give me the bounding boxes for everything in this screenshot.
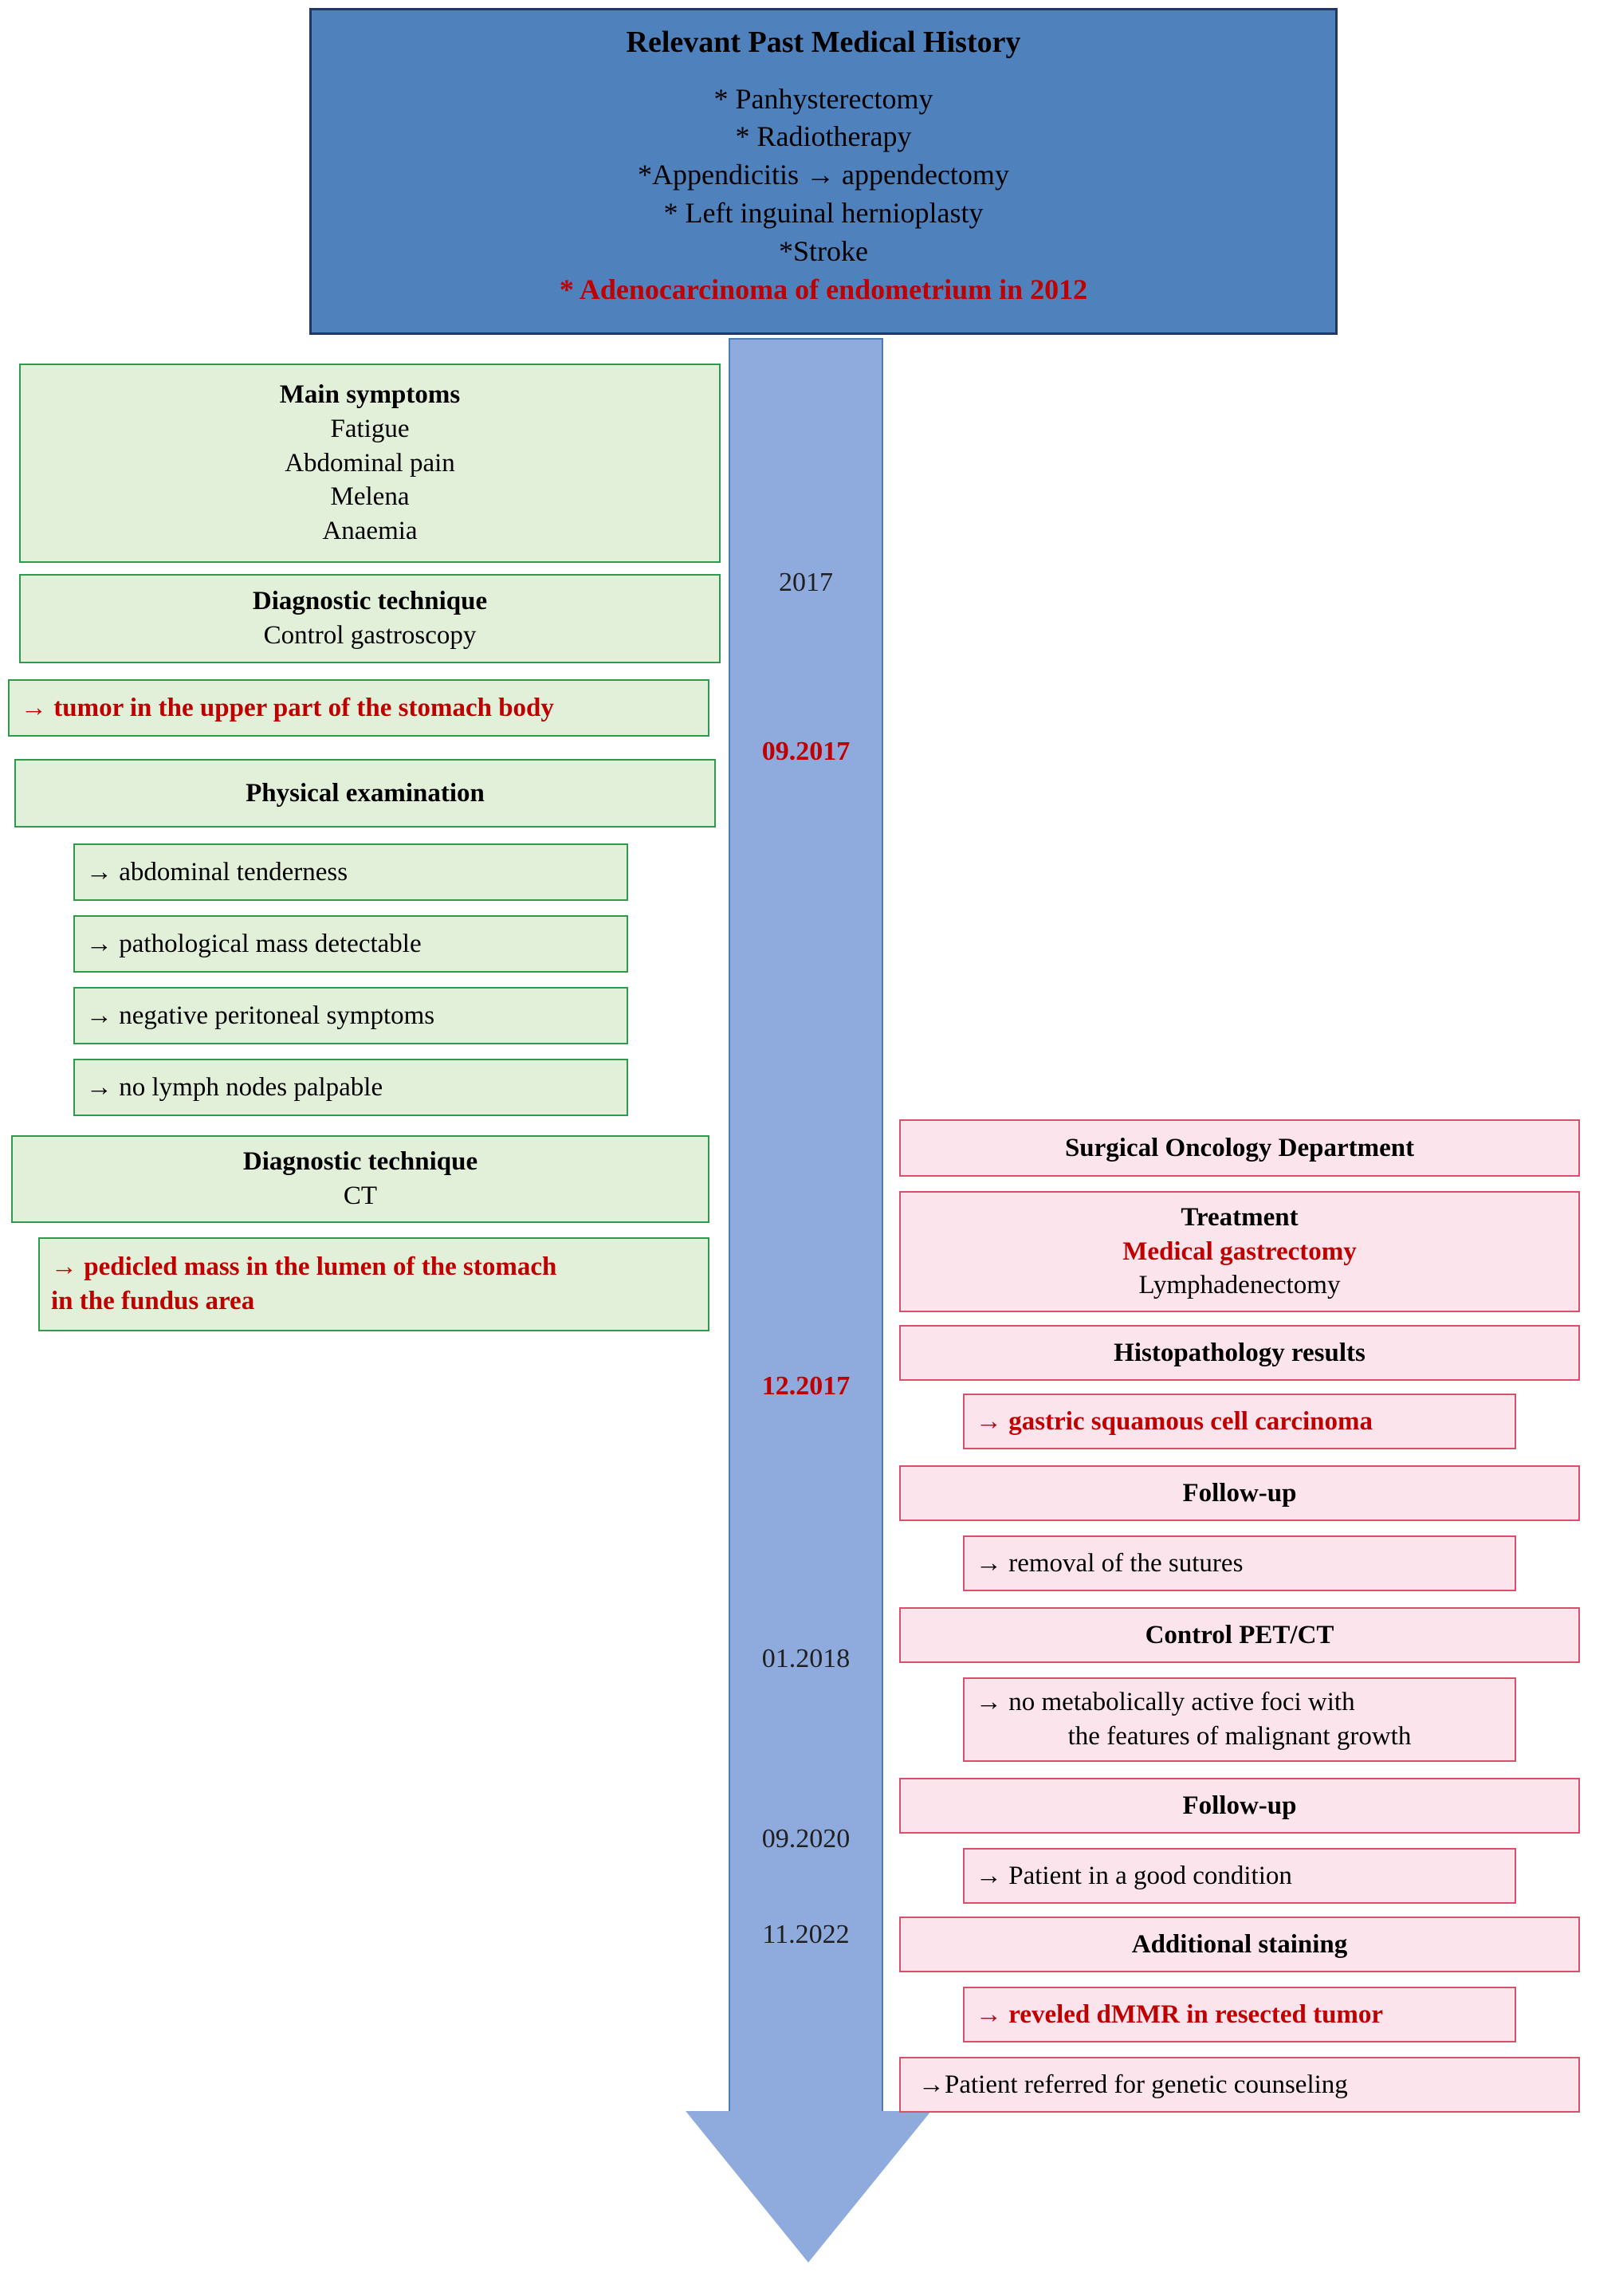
finding-negative-peritoneal-symptoms-box [73,987,628,1044]
finding-pedicled-mass-box [38,1237,709,1331]
box-heading: Additional staining [1131,1929,1348,1959]
additional-staining-box [899,1917,1580,1972]
box-line: CT [343,1181,378,1210]
box-line: → abdominal tenderness [86,857,348,887]
finding-pathological-mass-box [73,915,628,973]
page-title: Relevant Past Medical History [626,26,1021,59]
box-line: → gastric squamous cell carcinoma [976,1406,1373,1436]
timeline-date-09-2020: 09.2020 [761,1824,851,1854]
box-heading: Physical examination [246,778,485,808]
finding-no-lymph-nodes-box [73,1059,628,1116]
finding-gastric-squamous-cell-carcinoma-box [963,1394,1516,1449]
box-line: → removal of the sutures [976,1548,1244,1578]
history-item: * Radiotherapy [735,120,912,153]
finding-genetic-counseling-box [899,2057,1580,2113]
diagnostic-technique-ct-box [11,1135,709,1223]
past-medical-history-box [309,8,1338,335]
box-heading: Diagnostic technique [252,587,488,616]
timeline-date-12-2017: 12.2017 [761,1371,851,1401]
finding-no-active-foci-box [963,1677,1516,1762]
box-line: → tumor in the upper part of the stomach body [21,693,554,722]
box-heading: Diagnostic technique [242,1147,478,1177]
follow-up-condition-box [899,1778,1580,1834]
finding-removal-of-sutures-box [963,1535,1516,1591]
box-line: Medical gastrectomy [1122,1236,1357,1266]
physical-examination-box [14,759,716,828]
box-line: Anaemia [322,517,418,546]
box-heading: Main symptoms [279,379,461,409]
box-line: → reveled dMMR in resected tumor [976,1999,1384,2029]
box-line: → Patient in a good condition [976,1861,1292,1890]
box-heading: Follow-up [1182,1791,1297,1820]
box-line: Fatigue [330,414,410,443]
treatment-box [899,1191,1580,1312]
histopathology-results-box [899,1325,1580,1381]
history-item-highlight: * Adenocarcinoma of endometrium in 2012 [559,273,1088,305]
box-line: → pedicled mass in the lumen of the stomach [51,1252,557,1282]
finding-dmmr-box [963,1987,1516,2042]
history-item: * Left inguinal hernioplasty [663,197,984,230]
history-item: *Appendicitis → appendectomy [638,159,1009,191]
surgical-oncology-department-box [899,1119,1580,1177]
timeline-date-2017: 2017 [779,568,833,597]
box-heading: Follow-up [1182,1478,1297,1508]
box-heading: Control PET/CT [1145,1620,1334,1649]
history-item: * Panhysterectomy [713,82,933,115]
finding-good-condition-box [963,1848,1516,1904]
box-line: → no lymph nodes palpable [86,1072,383,1102]
box-line: Melena [330,482,410,512]
box-line: Lymphadenectomy [1138,1271,1341,1300]
finding-abdominal-tenderness-box [73,843,628,901]
timeline-date-01-2018: 01.2018 [761,1644,851,1673]
box-line: the features of malignant growth [1067,1722,1412,1751]
box-heading: Surgical Oncology Department [1064,1133,1415,1162]
timeline-arrow-head [686,2111,931,2263]
box-line: Abdominal pain [285,448,455,478]
box-line: Control gastroscopy [263,621,477,650]
box-line: → negative peritoneal symptoms [86,1001,435,1030]
box-heading: Histopathology results [1114,1338,1366,1367]
box-line: → pathological mass detectable [86,929,422,958]
box-line: in the fundus area [51,1287,255,1315]
box-line: →Patient referred for genetic counseling [918,2070,1348,2099]
history-item: *Stroke [779,235,868,268]
finding-stomach-tumor-box [8,679,709,737]
timeline-date-11-2022: 11.2022 [762,1920,850,1949]
timeline-date-09-2017: 09.2017 [761,737,851,766]
box-heading: Treatment [1181,1202,1299,1232]
diagnostic-technique-gastroscopy-box [19,574,721,663]
control-pet-ct-box [899,1607,1580,1663]
follow-up-sutures-box [899,1465,1580,1521]
main-symptoms-box [19,364,721,563]
box-line: → no metabolically active foci with [976,1688,1355,1717]
